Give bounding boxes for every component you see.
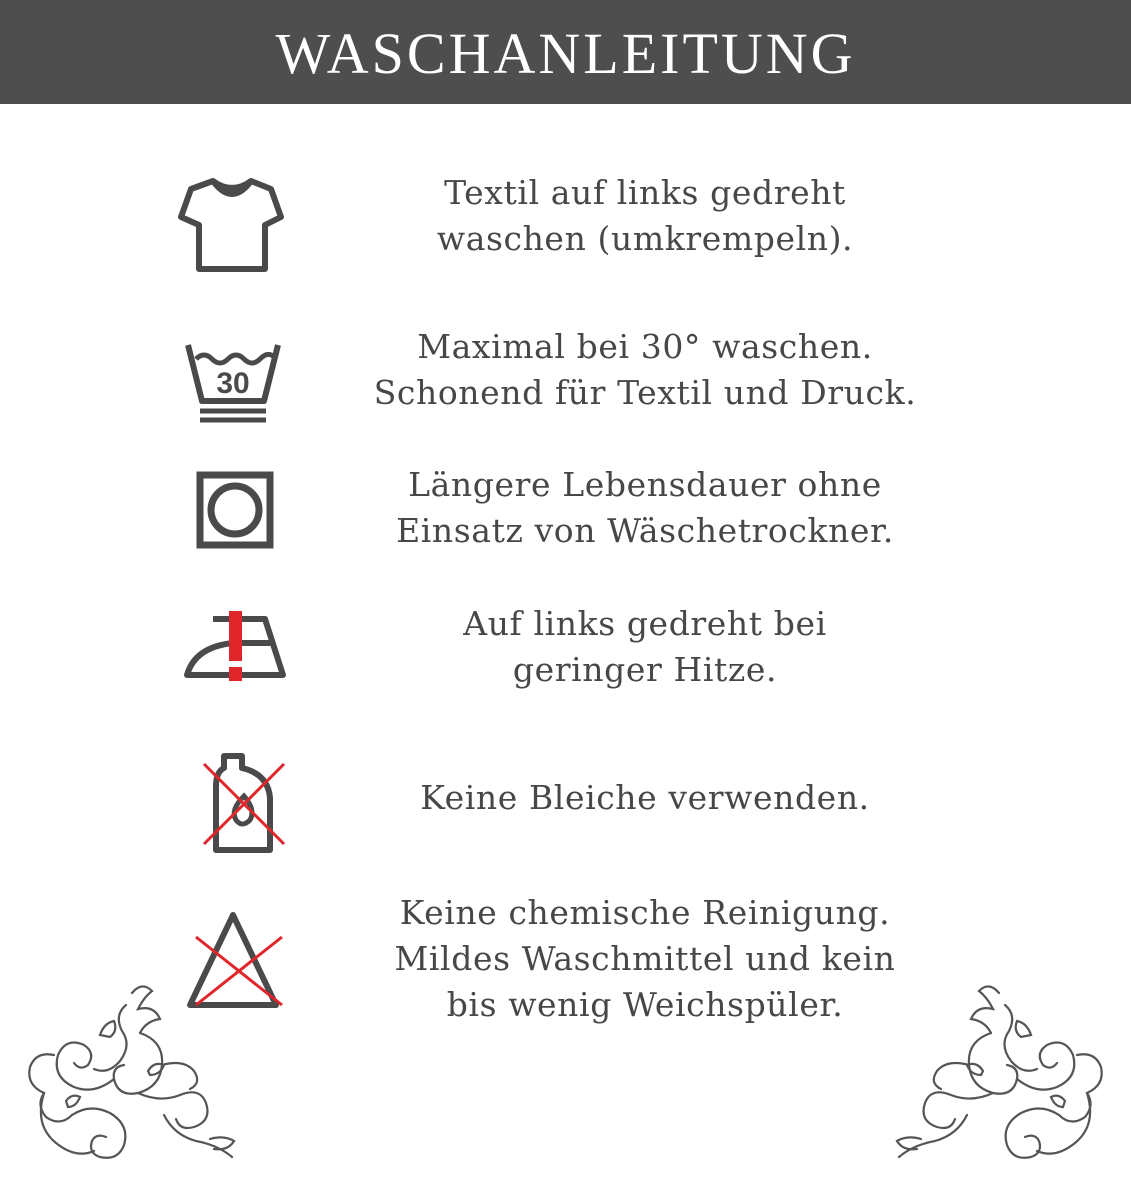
iron-low-heat-warning-icon: [168, 595, 298, 705]
instruction-line: Textil auf links gedreht: [444, 173, 846, 212]
instruction-line: Längere Lebensdauer ohne: [408, 465, 882, 504]
instruction-line: Keine Bleiche verwenden.: [420, 778, 870, 817]
page-title: WASCHANLEITUNG: [275, 20, 856, 86]
instruction-text: [330, 775, 960, 821]
instruction-line: Schonend für Textil und Druck.: [373, 373, 917, 412]
baroque-ornament-right: [882, 975, 1117, 1170]
no-bleach-icon: [170, 750, 300, 860]
instruction-text: [330, 601, 960, 693]
wash-temperature-label: 30: [216, 367, 250, 400]
instruction-text: [330, 462, 960, 554]
instruction-line: Keine chemische Reinigung.: [399, 893, 891, 932]
no-tumble-dry-icon: [168, 455, 298, 565]
instruction-line: Auf links gedreht bei: [463, 604, 827, 643]
instruction-line: geringer Hitze.: [512, 650, 778, 689]
instruction-text: [330, 890, 960, 1028]
wash-30-gentle-icon: [168, 320, 298, 430]
instruction-text: [330, 170, 960, 262]
baroque-ornament-left: [14, 975, 249, 1170]
instruction-line: waschen (umkrempeln).: [436, 219, 854, 258]
tshirt-inside-out-icon: [167, 168, 297, 278]
page-header: [0, 0, 1131, 104]
instruction-line: Einsatz von Wäschetrockner.: [396, 511, 894, 550]
instruction-line: bis wenig Weichspüler.: [446, 985, 844, 1024]
instruction-line: Maximal bei 30° waschen.: [417, 327, 873, 366]
instruction-line: Mildes Waschmittel und kein: [394, 939, 896, 978]
instruction-text: [330, 324, 960, 416]
